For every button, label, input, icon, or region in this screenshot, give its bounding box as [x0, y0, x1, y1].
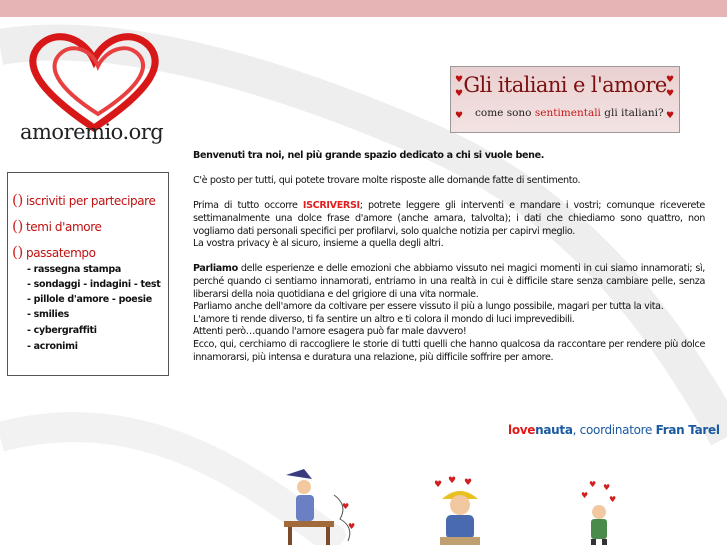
- bullet-circle-icon: (): [12, 191, 23, 209]
- paragraph-attenti: Attenti però…quando l'amore esagera può far male davvero!: [193, 326, 467, 338]
- privacy-text: La vostra privacy è al sicuro, insieme a quella degli altri.: [193, 238, 444, 250]
- menu-item-passatempo[interactable]: () passatempo: [12, 243, 96, 261]
- menu-item-iscriviti[interactable]: () iscriviti per partecipare: [12, 191, 156, 209]
- sidebar-menu: [7, 172, 169, 376]
- submenu-smilies[interactable]: - smilies: [27, 309, 69, 320]
- svg-text:♥: ♥: [342, 502, 350, 511]
- svg-text:♥: ♥: [348, 522, 356, 531]
- svg-text:♥: ♥: [581, 491, 589, 500]
- main-content: [193, 150, 705, 364]
- svg-text:♥: ♥: [464, 478, 473, 488]
- heart-icon: ♥: [666, 89, 675, 99]
- writer-illustration: [278, 465, 368, 545]
- banner-subtitle: come sono sentimentali gli italiani?: [475, 107, 664, 119]
- welcome-text: Benvenuti tra noi, nel più grande spazio dedicato a chi si vuole bene.: [193, 150, 545, 161]
- svg-text:♥: ♥: [434, 480, 443, 490]
- svg-text:♥: ♥: [589, 480, 597, 489]
- paragraph-amore-diverso: L'amore ti rende diverso, ti fa sentire un altro e ti colora il mondo di luci imprevedibili.: [193, 313, 575, 325]
- heart-icon: ♥: [666, 111, 675, 121]
- top-bar: [0, 0, 727, 17]
- submenu-sondaggi[interactable]: - sondaggi - indagini - test: [27, 279, 161, 290]
- submenu-pillole[interactable]: - pillole d'amore - poesie: [27, 294, 152, 305]
- svg-text:♥: ♥: [448, 476, 457, 486]
- submenu-rassegna-stampa[interactable]: - rassegna stampa: [27, 264, 121, 275]
- heart-icon: ♥: [455, 75, 464, 85]
- intro-text: C'è posto per tutti, qui potete trovare molte risposte alle domande fatte di sentimento.: [193, 175, 581, 187]
- submenu-cybergraffiti[interactable]: - cybergraffiti: [27, 325, 97, 336]
- iscriversi-link[interactable]: ISCRIVERSI: [302, 200, 360, 212]
- heart-admirer-illustration: [575, 478, 625, 545]
- heart-icon: ♥: [455, 89, 464, 99]
- coordinator-name-link[interactable]: Fran Tarel: [655, 423, 720, 437]
- paragraph-parliamo: Parliamo delle esperienze e delle emozioni che abbiamo vissuto nei magici momenti in cui siamo innamorati; sì, perché quando ci sentiamo innamorati, entriamo in una realtà in cui è difficile stare senza cambiare pelle, senza liberarsi della noia quotidiana e del grigiore di una vita normale.: [193, 263, 705, 300]
- paragraph-iscriversi: Prima di tutto occorre ISCRIVERSI; potrete leggere gli interventi e mandare i vostri; comunque riceverete settimanalmente una dolce frase d'amore (anche amara, talvolta); i dati che chiediamo sono quattro, non vogliamo dati personali specifici per profilarvi, solo qualche notizia per capirvi meglio.: [193, 200, 705, 237]
- bullet-circle-icon: (): [12, 243, 23, 261]
- dreamer-illustration: [430, 475, 490, 545]
- submenu-acronimi[interactable]: - acronimi: [27, 341, 78, 352]
- menu-item-temi-amore[interactable]: () temi d'amore: [12, 217, 102, 235]
- paragraph-ecco: Ecco, qui, cerchiamo di raccogliere le storie di tutti quelli che hanno qualcosa da raccontare per rendere più dolce innamorarsi, più intensa e duratura una relazione, più difficile soffrire per amore.: [193, 338, 705, 363]
- bullet-circle-icon: (): [12, 217, 23, 235]
- heart-icon: ♥: [455, 111, 464, 121]
- heart-icon: ♥: [666, 75, 675, 85]
- banner-title: Gli italiani e l'amore: [463, 73, 667, 97]
- svg-text:♥: ♥: [603, 483, 611, 492]
- signature: lovenauta, coordinatore Fran Tarel: [508, 423, 720, 437]
- paragraph-amore-coltivare: Parliamo anche dell'amore da coltivare per essere vissuto il più a lungo possibile, magari per tutta la vita.: [193, 301, 664, 313]
- site-logo-text[interactable]: amoremio.org: [20, 120, 164, 144]
- gli-italiani-banner[interactable]: [450, 66, 680, 133]
- svg-text:♥: ♥: [609, 495, 617, 504]
